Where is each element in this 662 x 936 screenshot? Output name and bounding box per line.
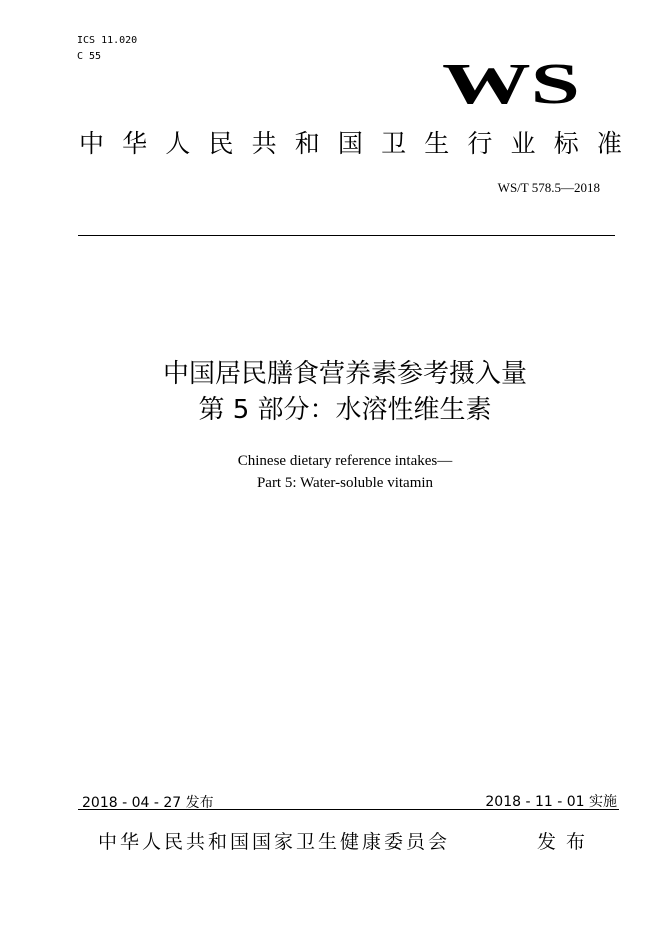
ws-logo bbox=[440, 56, 582, 112]
standard-type-char: 行 bbox=[467, 129, 493, 158]
issue-date: 2018 - 04 - 27 发布 bbox=[82, 795, 214, 811]
standard-type-char: 准 bbox=[596, 129, 622, 158]
header-rule bbox=[78, 235, 615, 236]
issuing-authority: 中华人民共和国国家卫生健康委员会 bbox=[98, 831, 451, 853]
footer-rule bbox=[78, 809, 619, 810]
implementation-date: 2018 - 11 - 01 实施 bbox=[485, 794, 617, 810]
svg-text:WS: WS bbox=[442, 56, 580, 112]
standard-type-char: 生 bbox=[424, 129, 450, 158]
standard-type-char: 民 bbox=[208, 129, 234, 158]
standard-type-char: 卫 bbox=[381, 129, 407, 158]
title-cn-line2: 第 5 部分：水溶性维生素 bbox=[198, 395, 492, 425]
standard-type-title bbox=[78, 128, 623, 160]
standard-type-char: 人 bbox=[165, 129, 191, 158]
ics-code: ICS 11.020 bbox=[77, 35, 138, 46]
issue-verb: 发布 bbox=[537, 831, 596, 853]
standard-type-char: 国 bbox=[337, 129, 363, 158]
title-cn-line1: 中国居民膳食营养素参考摄入量 bbox=[162, 359, 527, 389]
ccs-code: C 55 bbox=[77, 51, 102, 62]
standard-type-char: 共 bbox=[251, 129, 277, 158]
standard-number: WS/T 578.5—2018 bbox=[497, 180, 600, 195]
title-en-line2: Part 5: Water-soluble vitamin bbox=[256, 475, 434, 491]
standard-type-char: 华 bbox=[122, 129, 148, 158]
title-en-line1: Chinese dietary reference intakes— bbox=[237, 453, 453, 469]
standard-type-char: 标 bbox=[553, 129, 579, 158]
standard-type-char: 中 bbox=[78, 129, 104, 158]
standard-type-char: 和 bbox=[294, 129, 320, 158]
standard-type-char: 业 bbox=[510, 129, 536, 158]
